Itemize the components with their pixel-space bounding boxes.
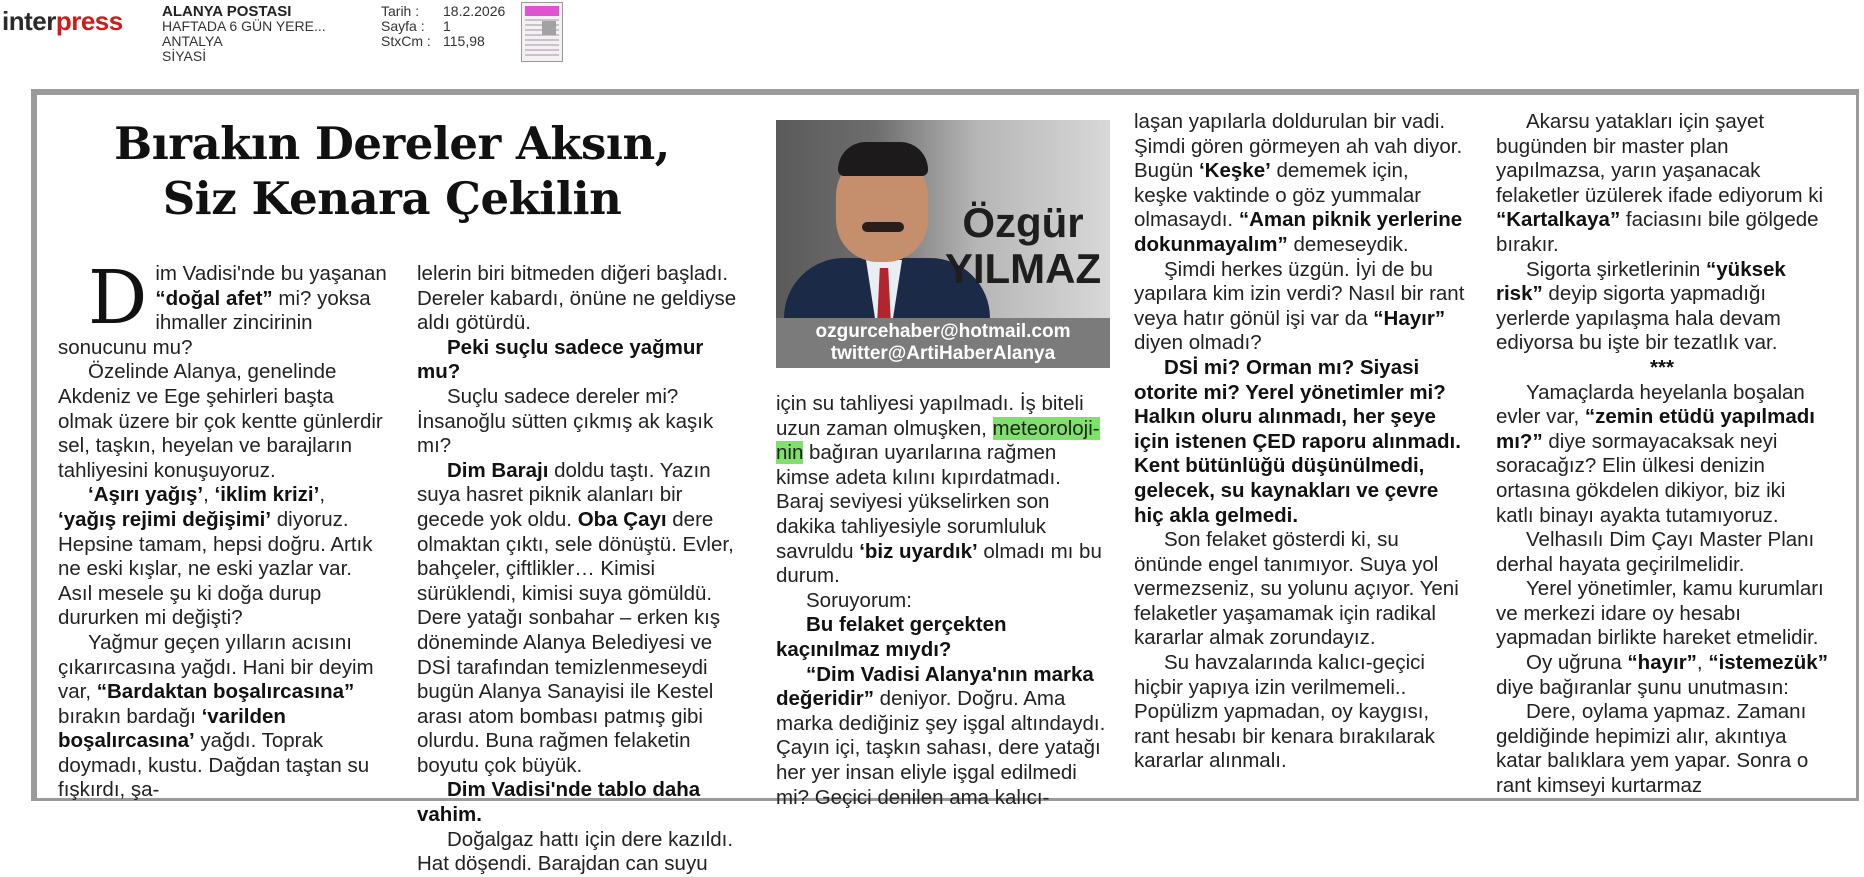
meta-value: 1 (443, 18, 451, 34)
author-hair (838, 142, 928, 176)
logo-main-text: inter (2, 6, 56, 36)
article-column-5 (1496, 110, 1828, 799)
subheading: Bu felaket gerçekten kaçınılmaz mıydı? (776, 613, 1007, 661)
publication-city: ANTALYA (162, 33, 223, 49)
meta-key: Tarih : (381, 3, 420, 19)
author-first-name: Özgür (962, 199, 1084, 246)
paragraph: Sigorta şirketlerinin “yüksek risk” deyip sigorta yapmadığı yerlerde yapılaşma hala devam ediyorsa bu işte bir tezatlık var. (1496, 257, 1786, 355)
page-thumbnail[interactable] (521, 2, 563, 62)
meta-row-stxcm (381, 34, 523, 49)
paragraph: laşan yapılarla doldurulan bir vadi. Şimdi gören görmeyen ah vah diyor. Bugün ‘Keşke’ dememek için, keşke vaktinde o göz yummalar olmasaydı. “Aman piknik yerlerine dokunmayalım” demeseydik. (1134, 110, 1463, 256)
paragraph: Yağmur geçen yılların acısını çıkarırcasına yağdı. Hani bir deyim var, “Bardaktan boşalırcasına” bırakın bardağı ‘varilden boşalırcasına’ yağdı. Toprak doymadı, kustu. Dağdan taştan su fışkırdı, şa- (58, 630, 374, 802)
paragraph: Akarsu yatakları için şayet bugünden bir master plan yapılmazsa, yarın yaşanacak felaketler üzülerek ifade ediyorum ki “Kartalkaya” faciasını bile gölgede bırakır. (1496, 110, 1824, 256)
paragraph: lelerin biri bitmeden diğeri başladı. Dereler kabardı, önüne ne geldiyse aldı götürdü. (417, 262, 737, 335)
author-name (940, 200, 1106, 292)
paragraph: Doğalgaz hattı için dere kazıldı. Hat döşendi. Barajdan can suyu (417, 827, 734, 876)
paragraph: Soruyorum: (806, 588, 912, 612)
paragraph: Dim Vadisi'nde bu yaşanan “doğal afet” mi? yoksa ihmaller zincirinin sonucunu mu? (58, 255, 387, 359)
thumbnail-photo (542, 21, 556, 35)
subheading: Peki suçlu sadece yağmur mu? (417, 335, 704, 384)
author-photo-box (776, 120, 1110, 368)
section-separator: *** (1650, 355, 1674, 379)
meta-key: StxCm : (381, 33, 431, 49)
publication-section: SİYASİ (162, 48, 207, 64)
paragraph: Su havzalarında kalıcı-geçici hiçbir yapıya izin verilmemeli.. Popülizm yapmadan, oy kaygısı, rant hesabı bir kenara bırakılarak kararlar alınmalı. (1134, 651, 1435, 773)
publication-name: ALANYA POSTASI (162, 3, 292, 20)
paragraph: Son felaket gösterdi ki, su önünde engel tanımıyor. Suya yol vermezseniz, su yolunu açıyor. Yeni felaketler yaşamamak için radikal kararlar almak zorundayız. (1134, 528, 1459, 650)
paragraph: Yamaçlarda heyelanla boşalan evler var, “zemin etüdü yapılmadı mı?” diye sormayacaksak neyi soracağız? Elin ülkesi denizin ortasına gökdelen dikiyor, biz iki katlı binayı ayakta tutamıyoruz. (1496, 380, 1815, 527)
interpress-logo (2, 6, 123, 37)
article-column-4 (1134, 110, 1466, 774)
clipping-meta (381, 4, 523, 49)
subheading: Dim Vadisi'nde tablo daha vahim. (417, 778, 701, 827)
highlighted-word: meteoroloji-nin (776, 416, 1100, 465)
headline-line-1: Bırakın Dereler Aksın, (114, 117, 670, 170)
paragraph: için su tahliyesi yapılmadı. İş biteli uzun zaman olmuşken, meteoroloji-nin bağıran uyarılarına rağmen kimse adeta kılını kıpırdatmadı. Baraj seviyesi yükselirken son dakika tahliyesiyle sorumluluk savruldu ‘biz uyardık’ olmadı mı bu durum. (776, 392, 1102, 588)
article-headline (92, 116, 692, 226)
meta-value: 18.2.2026 (443, 3, 506, 19)
meta-row-date (381, 4, 523, 19)
meta-value: 115,98 (443, 33, 485, 49)
logo-accent-text: press (55, 6, 123, 36)
author-twitter[interactable]: twitter@ArtiHaberAlanya (830, 343, 1056, 364)
paragraph: Özelinde Alanya, genelinde Akdeniz ve Ege şehirleri başta olmak üzere bir çok kentte günlerdir sel, taşkın, heyelan ve barajların tahliyesini konuşuyoruz. (58, 360, 383, 482)
paragraph: Velhasılı Dim Çayı Master Planı derhal hayata geçirilmelidir. (1496, 528, 1815, 576)
drop-cap: D (88, 255, 148, 341)
paragraph: “Dim Vadisi Alanya'nın marka değeridir” deniyor. Doğru. Ama marka dediğiniz şey işgal altındaydı. Çayın içi, taşkın sahası, dere yatağı her yer insan eliyle işgal edilmedi mi? Geçici denilen ama kalıcı- (776, 662, 1106, 809)
paragraph: Dim Barajı doldu taştı. Yazın suya hasret piknik alanları bir gecede yok oldu. Oba Çayı dere olmaktan çıktı, sele dönüştü. Evler, bahçeler, çiftlikler… Kimisi sürüklendi, kimisi suya gömüldü. Dere yatağı sonbahar – erken kış döneminde Alanya Belediyesi ve DSİ tarafından temizlenmeseydi bugün Alanya Sanayisi ile Kestel arası atom bombası patmış gibi olurdu. Buna rağmen felaketin boyutu çok büyük. (417, 458, 734, 777)
article-column-2 (417, 262, 747, 877)
meta-row-page (381, 19, 523, 34)
paragraph: Şimdi herkes üzgün. İyi de bu yapılara kim izin verdi? Nasıl bir rant veya hatır gönül işi var da “Hayır” diyen olmadı? (1134, 257, 1465, 355)
thumbnail-masthead (525, 6, 559, 16)
headline-line-2: Siz Kenara Çekilin (162, 172, 622, 225)
paragraph: ‘Aşırı yağış’, ‘iklim krizi’, ‘yağış rejimi değişimi’ diyoruz. Hepsine tamam, hepsi doğru. Artık ne eski kışlar, ne eski yazlar var. Asıl mesele şu ki doğa durup dururken mi değişti? (58, 483, 373, 630)
publication-info (162, 4, 326, 64)
paragraph: Yerel yönetimler, kamu kurumları ve merkezi idare oy hesabı yapmadan birlikte hareket etmelidir. (1496, 577, 1824, 650)
article-column-1 (58, 255, 388, 803)
paragraph: Suçlu sadece dereler mi? İnsanoğlu sütten çıkmış ak kaşık mı? (417, 384, 714, 458)
clipping-header (0, 0, 1864, 80)
paragraph: Dere, oylama yapmaz. Zamanı geldiğinde hepimizi alır, akıntıya katar balıklara yem yapar. Sonra o rant kimseyi kurtarmaz (1496, 700, 1809, 798)
publication-frequency: HAFTADA 6 GÜN YERE... (162, 18, 326, 34)
author-mustache (862, 222, 904, 232)
author-email[interactable]: ozgurcehaber@hotmail.com (815, 321, 1071, 342)
meta-key: Sayfa : (381, 18, 425, 34)
author-contact (776, 318, 1110, 368)
author-last-name: YILMAZ (944, 245, 1102, 292)
paragraph: Oy uğruna “hayır”, “istemezük” diye bağıranlar şunu unutmasın: (1496, 651, 1828, 699)
subheading: DSİ mi? Orman mı? Siyasi otorite mi? Yerel yönetimler mi? Halkın oluru alınmadı, her şeye için istenen ÇED raporu alınmadı. Kent bütünlüğü düşünülmedi, gelecek, su kaynakları ve çevre hiç akla gelmedi. (1134, 355, 1461, 527)
article-column-3 (776, 392, 1109, 810)
